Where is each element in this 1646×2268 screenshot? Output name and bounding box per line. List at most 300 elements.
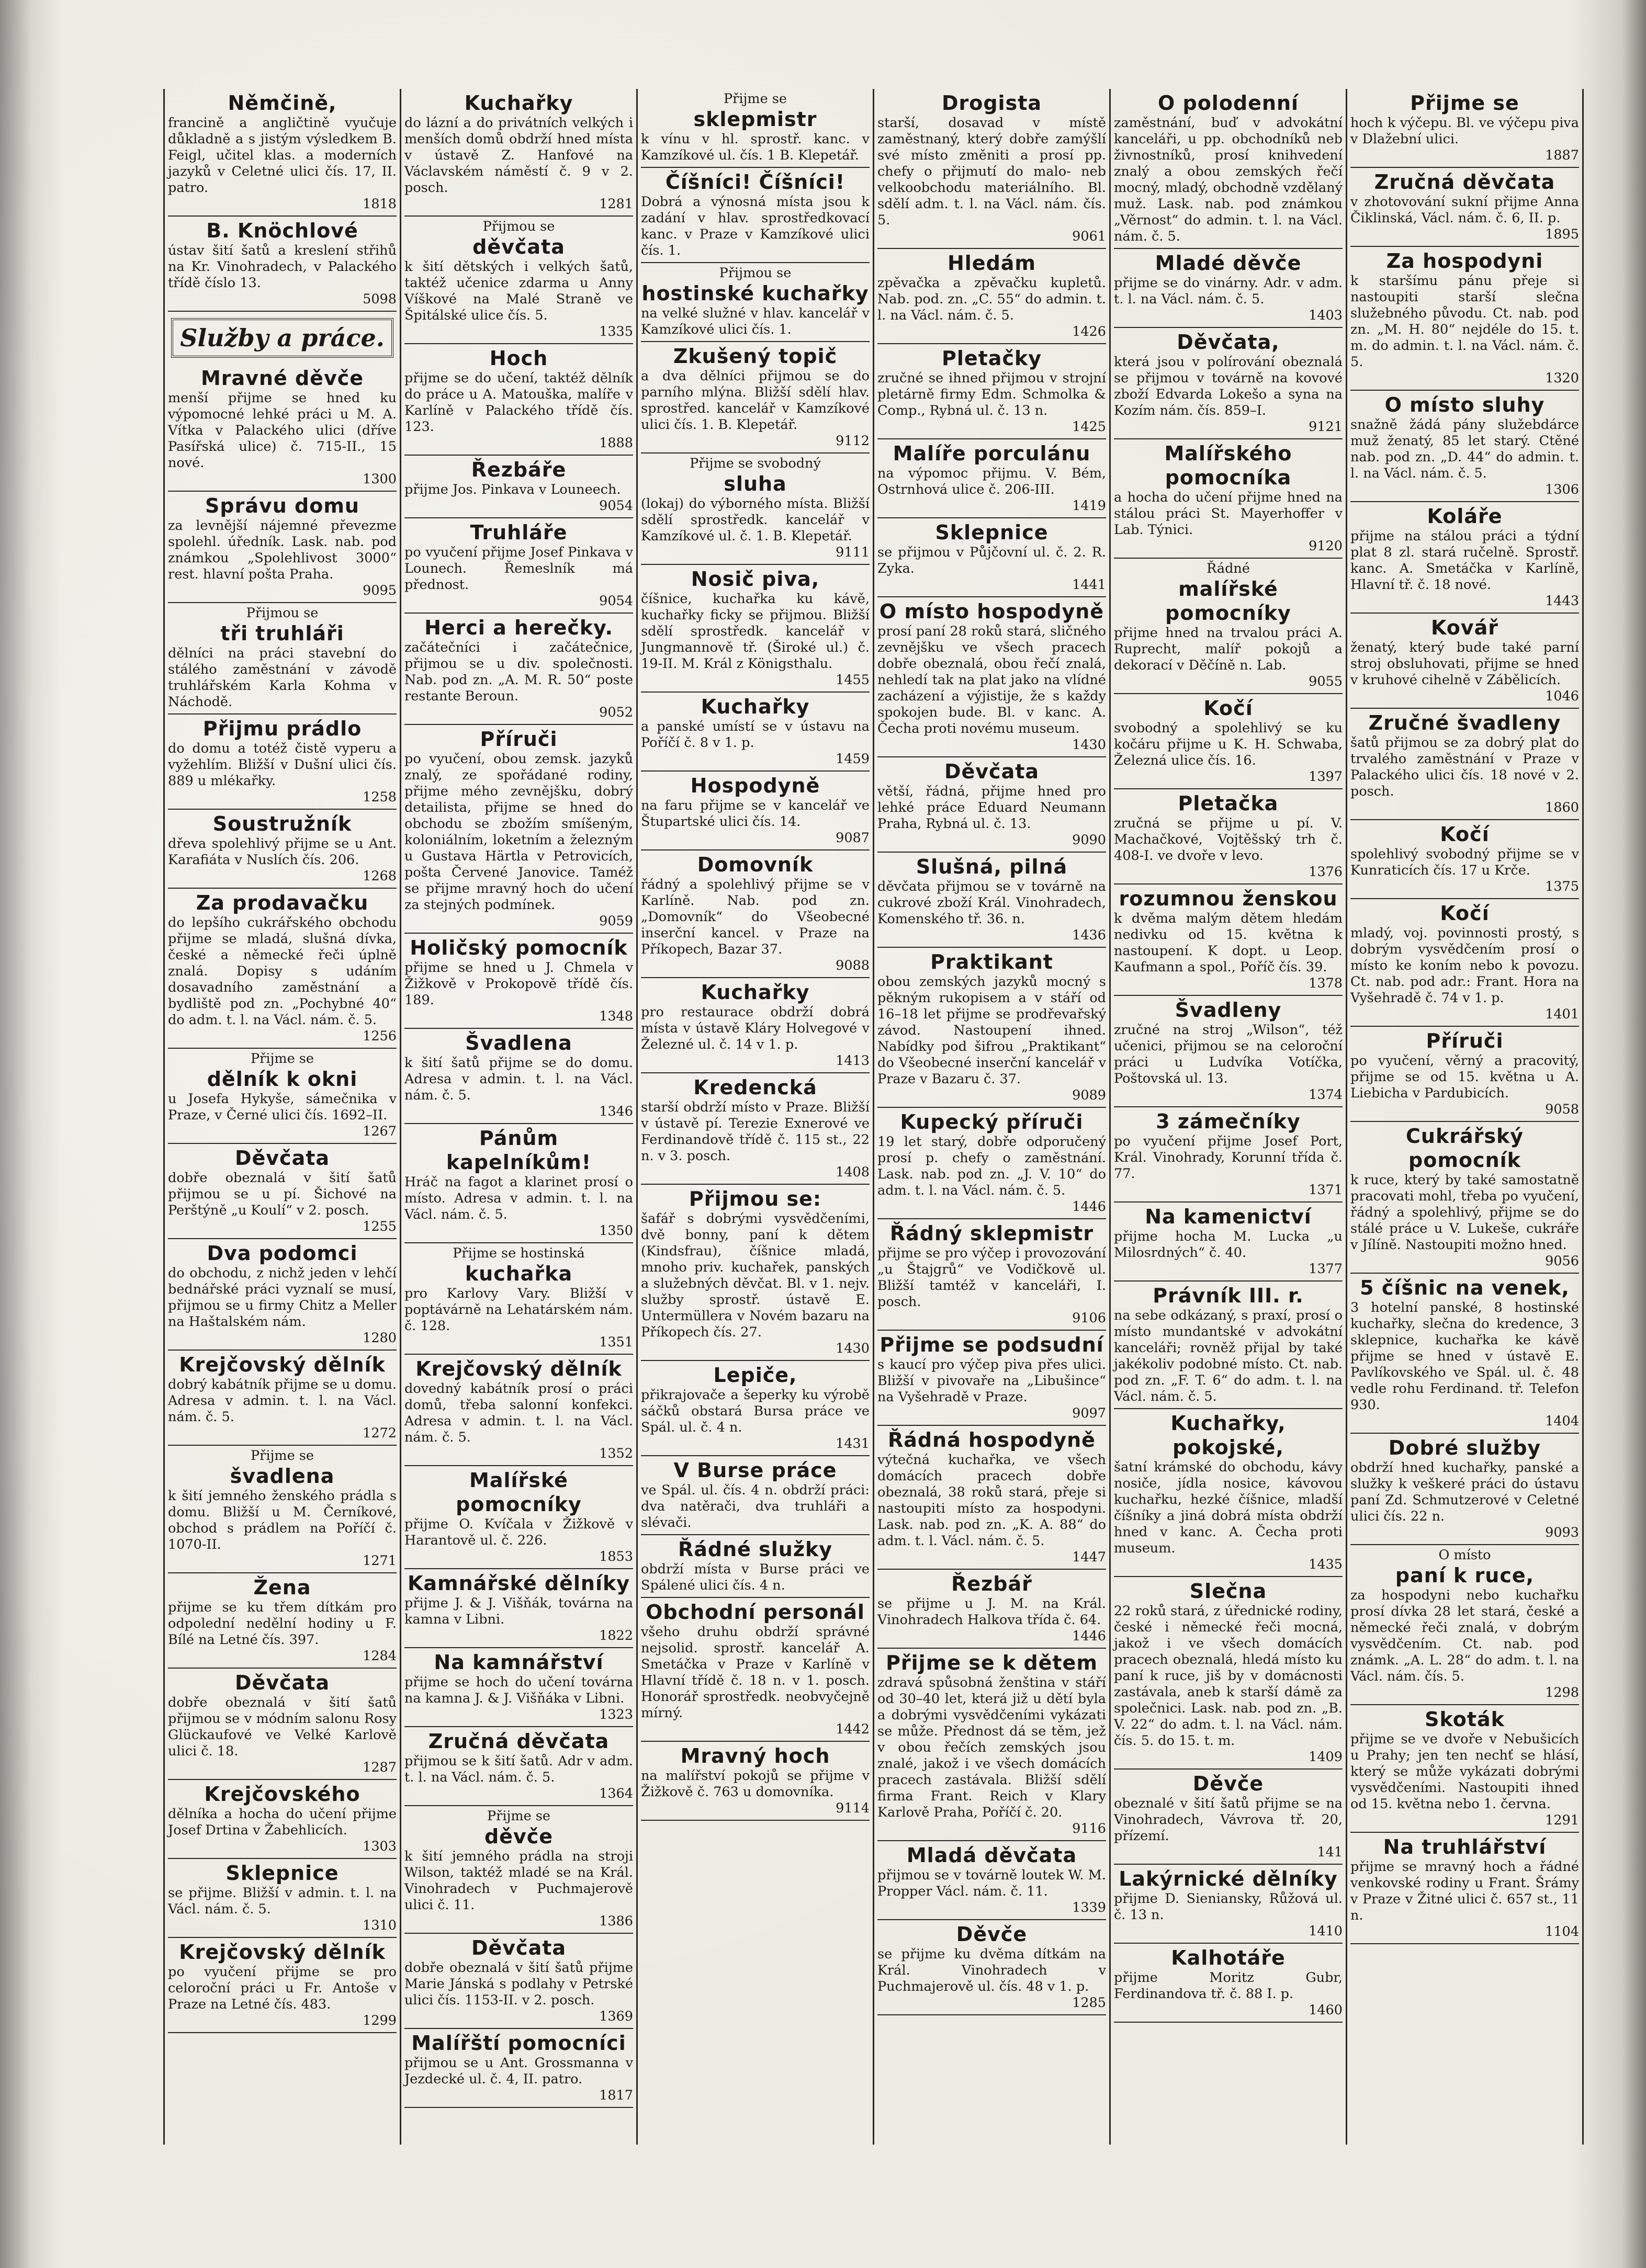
classified-ad [877, 1426, 1106, 1570]
ad-number: 9087 [836, 830, 870, 846]
ad-number: 1409 [1309, 1749, 1343, 1765]
ad-text: přijme Moritz Gubr, Ferdinandova tř. č. 88 I. p. [1114, 1970, 1343, 2002]
classified-ad [877, 1570, 1106, 1649]
ad-text: přijmou se v továrně loutek W. M. Propper Václ. nám. č. 11. [877, 1867, 1106, 1899]
ad-heading: Přijmou se: [689, 1187, 822, 1210]
ad-number: 1323 [599, 1707, 633, 1722]
classified-ad [168, 1351, 397, 1446]
classified-ad [168, 1669, 397, 1780]
ad-number: 1426 [1072, 324, 1106, 339]
ad-heading: Přijme se k dětem [886, 1651, 1098, 1674]
ad-heading: rozumnou ženskou [1119, 887, 1338, 910]
ad-text: francině a angličtině vyučuje důkladně a s jistým výsledkem B. Feigl, učitel klas. a moderních jazyků v Celetné ulici čís. 17, II. patro. [168, 115, 397, 196]
ad-text: dobře obeznalá v šití šatů přijmou se v módním salonu Rosy Glückaufové ve Velké Karlově ulici č. 18. [168, 1695, 397, 1759]
ad-number: 1436 [1072, 927, 1106, 943]
classified-ad [168, 889, 397, 1049]
classified-ad [168, 1573, 397, 1669]
ad-number: 1455 [836, 672, 870, 688]
ad-heading: Kočí [1440, 902, 1490, 925]
ad-number: 1895 [1545, 226, 1579, 242]
ad-number: 9095 [363, 583, 397, 598]
ad-text: větší, řádná, přijme hned pro lehké práce Eduard Neumann Praha, Rybná ul. č. 13. [877, 784, 1106, 832]
ad-heading: Na kamenictví [1145, 1205, 1312, 1228]
ad-number: 1303 [363, 1839, 397, 1854]
ad-heading: Zkušený topič [673, 345, 838, 368]
classified-ad [1114, 559, 1343, 694]
ad-text: pro Karlovy Vary. Bližší v poptávárně na Lehatárském nám. č. 128. [404, 1286, 633, 1334]
ad-heading: Děvčata [471, 1936, 567, 1959]
ad-heading: Řezbáře [471, 458, 567, 481]
ad-number: 9090 [1072, 832, 1106, 848]
ad-heading: Kalhotáře [1171, 1946, 1286, 1969]
classified-ad [641, 1598, 870, 1742]
ad-preheading: Přijme se svobodný [690, 456, 821, 471]
ad-number: 1271 [363, 1553, 397, 1569]
ad-text: obdrží hned kuchařky, panské a služky k veškeré práci do ústavu paní Zd. Schmutzerové v Celetné ulici čís. 22 n. [1350, 1460, 1579, 1524]
ad-number: 9093 [1545, 1525, 1579, 1540]
classified-ad [1114, 694, 1343, 789]
ad-heading: Pletačky [941, 347, 1042, 370]
ad-text: k staršímu pánu přeje si nastoupiti starší slečna služebného původu. Ct. nab. pod zn. „M. H. 80“ nejdéle do 15. t. m. do admin. t. l. na Václ. nám. č. 5. [1350, 273, 1579, 370]
ad-number: 1291 [1545, 1812, 1579, 1828]
ad-heading: Holičský pomocník [410, 936, 628, 959]
ad-heading: Přijme se podsudní [880, 1333, 1104, 1356]
ad-heading: Přijme se [1410, 92, 1519, 115]
classified-ad [641, 565, 870, 693]
ad-heading: Na kamnářství [434, 1651, 604, 1674]
ad-text: ústav šití šatů a kreslení střihů na Kr. Vinohradech, v Palackého třídě číslo 13. [168, 243, 397, 291]
ad-number: 1306 [1545, 482, 1579, 497]
ad-number: 9056 [1545, 1253, 1579, 1269]
ad-number: 1258 [363, 789, 397, 805]
ad-text: přijme Jos. Pinkava v Louneech. [404, 482, 621, 497]
ad-heading: tři truhláři [220, 622, 344, 645]
ad-number: 1346 [599, 1104, 633, 1119]
ad-number: 1435 [1309, 1557, 1343, 1572]
ad-heading: Sklepnice [935, 521, 1049, 544]
ad-heading: děvčata [472, 235, 565, 258]
ad-text: na faru přijme se v kancelář ve Štupartské ulici čís. 14. [641, 798, 870, 830]
ad-heading: Kuchařky [701, 695, 810, 718]
classified-ad [404, 1569, 633, 1648]
ad-text: přijme na stálou práci a týdní plat 8 zl. stará ručelně. Sprostř. kanc. A. Smetáčka v Karlíně, Hlavní tř. č. 18 nové. [1350, 528, 1579, 593]
classified-ad [1114, 1577, 1343, 1770]
ad-text: dělníci na práci stavební do stálého zaměstnání v závodě truhlářském Karla Kohma v Náchodě. [168, 645, 397, 710]
classified-ad [877, 1108, 1106, 1219]
classified-ad [1350, 614, 1579, 709]
ad-number: 1046 [1545, 688, 1579, 704]
ad-heading: Pánům kapelníkům! [446, 1127, 592, 1174]
ad-preheading: Přijme se [251, 1448, 314, 1464]
ad-text: menší přijme se hned ku výpomocné lehké práci u M. A. Vítka v Palackého ulici (dříve Pasířská ulice) č. 715-II., 15 nové. [168, 390, 397, 471]
ad-text: na výpomoc přijmu. V. Bém, Ostrnhová ulice č. 206-III. [877, 466, 1106, 497]
ad-number: 1446 [1072, 1628, 1106, 1644]
classified-ad [1350, 247, 1579, 391]
classified-ad [641, 772, 870, 850]
ad-text: přijme se do vinárny. Adr. v adm. t. l. na Václ. nám. č. 5. [1114, 275, 1343, 307]
ad-preheading: Přijme se [251, 1051, 314, 1067]
ad-text: prosí paní 28 roků stará, sličného zevnějšku ve všech pracech dobře obeznalá, obou řečí znalá, nehledí tak na plat jako na vlídné zacházení a výjistije, že s každy spokojen bude. Bl. v kanc. A. Čecha proti novému museum. [877, 623, 1106, 736]
ad-heading: Kuchařky, pokojské, [1170, 1412, 1286, 1459]
ad-text: a hocha do učení přijme hned na stálou práci St. Mayerhoffer v Lab. Týnici. [1114, 490, 1343, 538]
ad-heading: Krejčovský dělník [415, 1357, 622, 1380]
ad-text: spolehlivý svobodný přijme se v Kunraticích čís. 17 u Krče. [1350, 846, 1579, 878]
ad-number: 1822 [599, 1628, 633, 1643]
ad-text: se přijme ku dvěma dítkám na Král. Vinohradech v Puchmajerově ul. čís. 48 v 1. p. [877, 1946, 1106, 1994]
ad-number: 1256 [363, 1028, 397, 1044]
ad-text: šatní krámské do obchodu, kávy nosiče, jídla nosice, kávovou kuchařku, hezké číšnice, mladší číšníky a jiná dobrá místa obdrží hned v kanc. A. Čecha proti museum. [1114, 1459, 1343, 1556]
column-2 [401, 89, 638, 2145]
classified-ad [877, 249, 1106, 344]
ad-number: 9120 [1309, 538, 1343, 554]
classified-ad [641, 89, 870, 168]
classified-ad [877, 948, 1106, 1108]
ad-heading: Němčině, [228, 92, 337, 115]
ad-heading: Kuchařky [701, 981, 810, 1004]
ad-number: 1287 [363, 1760, 397, 1775]
ad-number: 1430 [1072, 737, 1106, 753]
ad-number: 9111 [836, 545, 870, 560]
ad-number: 1378 [1309, 976, 1343, 991]
classified-ad [168, 1144, 397, 1239]
ad-text: začátečníci i začátečnice, přijmou se u div. společnosti. Nab. pod zn. „A. M. R. 50“ poste restante Beroun. [404, 640, 633, 704]
ad-number: 1298 [1545, 1685, 1579, 1700]
ad-heading: Drogista [941, 92, 1042, 115]
ad-number: 1413 [836, 1053, 870, 1069]
ad-heading: Na truhlářství [1383, 1835, 1547, 1858]
ad-text: snažně žádá pány služebdárce muž ženatý, 85 let starý. Ctěné nab. pod zn. „D. 44“ do admin. t. l. na Václ. nám. č. 5. [1350, 417, 1579, 481]
classified-ad [404, 1124, 633, 1243]
ad-text: šatů přijmou se za dobrý plat do trvalého zaměstnání v Praze v Palackého ulici čís. 18 nové v 2. posch. [1350, 735, 1579, 799]
ad-heading: Švadleny [1175, 999, 1282, 1022]
classified-ad [168, 364, 397, 492]
classified-ad [641, 1185, 870, 1361]
classified-ad [404, 2029, 633, 2108]
ad-heading: Krejčovského [204, 1783, 360, 1806]
ad-number: 1403 [1309, 308, 1343, 323]
ad-text: s kaucí pro výčep piva přes ulici. Bližší v pivovaře na „Libušince“ na Vyšehradě v Praze. [877, 1357, 1106, 1405]
ad-text: 3 hotelní panské, 8 hostinské kuchařky, slečna do kredence, 3 sklepnice, kuchařka ke kávě přijme se hned v ústavě E. Pavlíkovského ve Spál. ul. č. 48 vedle rohu Ferdinand. tř. Telefon 930. [1350, 1300, 1579, 1413]
ad-preheading: Přijmou se [246, 605, 319, 621]
column-4 [874, 89, 1111, 2145]
ad-number: 9061 [1072, 229, 1106, 244]
ad-heading: Za prodavačku [196, 891, 369, 914]
classified-ad [404, 934, 633, 1029]
ad-heading: V Burse práce [673, 1459, 837, 1482]
classified-ad [168, 89, 397, 217]
classified-ad [641, 978, 870, 1073]
ad-number: 1281 [599, 196, 633, 212]
ad-text: k šití dětských i velkých šatů, taktéž učenice zdarma u Anny Víškové na Malé Straně ve Špitálské ulice čís. 5. [404, 259, 633, 323]
ad-text: na sebe odkázaný, s praxí, prosí o místo mundantské v advokátní kanceláři; rovněž přijal by také jakékoliv podobné místo. Ct. nab. pod zn. „F. T. 6“ do adm. t. l. na Václ. nám. č. 5. [1114, 1308, 1343, 1404]
ad-number: 1425 [1072, 419, 1106, 435]
ad-text: po vyučení přijme Josef Port, Král. Vinohrady, Korunní třída č. 77. [1114, 1133, 1343, 1182]
ad-text: číšnice, kuchařka ku kávě, kuchařky ficky se přijmou. Bližší sdělí sprostředk. kancelář v Jungmannově tř. (Široké ul.) č. 19-II. M. Král z Königsthalu. [641, 591, 870, 672]
ad-text: a panské umístí se v ústavu na Poříčí č. 8 v 1. p. [641, 719, 870, 751]
ad-heading: Přijmu prádlo [202, 717, 362, 740]
ad-heading: malířské pomocníky [1165, 577, 1291, 625]
ad-heading: švadlena [230, 1465, 335, 1488]
ad-text: přikrajovače a šeperky ku výrobě sáčků obstará Bursa práce ve Spál. ul. č. 4 n. [641, 1387, 870, 1435]
column-6 [1347, 89, 1584, 2145]
ad-text: do obchodu, z nichž jeden v lehčí bednářské práci vyznalí se musí, přijmou se u firmy Chitz a Meller na Haštalském nám. [168, 1265, 397, 1330]
ad-heading: Malíře porculánu [893, 442, 1091, 465]
ad-heading: Dobré služby [1388, 1436, 1541, 1459]
ad-number: 1255 [363, 1219, 397, 1234]
ad-number: 1818 [363, 196, 397, 212]
ad-heading: Kočí [1440, 823, 1490, 846]
ad-text: všeho druhu obdrží správné nejsolid. sprostř. kancelář A. Smetáčka v Praze v Karlíně v Hlavní třídě č. 18 n. v 1. posch. Honorář sprostředk. neobvyčejně mírný. [641, 1624, 870, 1721]
classified-ad [877, 1219, 1106, 1331]
ad-text: 19 let starý, dobře odporučený prosí p. chefy o zaměstnání. Lask. nab. pod zn. „J. V. 10“ do adm. t. l. na Václ. nám. č. 5. [877, 1134, 1106, 1198]
classified-ad [641, 1535, 870, 1598]
classified-ad [404, 1243, 633, 1355]
ad-number: 1285 [1072, 1995, 1106, 2011]
ad-number: 1443 [1545, 593, 1579, 609]
classified-ad [1350, 89, 1579, 168]
ad-heading: Děvčata [234, 1671, 330, 1694]
ad-preheading: Přijmou se [719, 265, 792, 281]
ad-number: 1408 [836, 1164, 870, 1180]
classified-ad [1350, 502, 1579, 614]
ad-text: Dobrá a výnosná místa jsou k zadání v hlav. sprostředkovací kanc. v Praze v Kamzíkové ulici čís. 1. [641, 194, 870, 258]
ad-text: se přijmou v Půjčovní ul. č. 2. R. Zyka. [877, 545, 1106, 576]
ad-heading: Právník III. r. [1153, 1284, 1304, 1307]
classified-ad [1114, 1107, 1343, 1203]
classified-ad [641, 1456, 870, 1535]
ad-heading: Nosič piva, [691, 568, 820, 591]
ad-text: po vyučení, věrný a pracovitý, přijme se od 15. května u A. Liebicha v Pardubicích. [1350, 1053, 1579, 1101]
ad-heading: kuchařka [465, 1262, 573, 1285]
ad-heading: Kupecký příruči [900, 1110, 1084, 1133]
ad-text: obou zemských jazyků mocný s pěkným rukopisem a v stáří od 16–18 let přijme se prodřevařský závod. Nastoupení ihned. Nabídky pod šifrou „Praktikant“ do Všeobecné inserční kancelář v Praze v Bazaru č. 37. [877, 974, 1106, 1087]
ad-heading: Řádný sklepmistr [889, 1222, 1094, 1245]
ad-text: přijme se mravný hoch a řádné venkovské rodiny u Frant. Šrámy v Praze v Žitné ulici č. 657 st., 11 n. [1350, 1859, 1579, 1923]
ad-heading: Řezbář [951, 1572, 1032, 1595]
ad-heading: Kredencká [693, 1076, 817, 1099]
ad-heading: O místo sluhy [1384, 393, 1545, 416]
ad-heading: Švadlena [465, 1031, 572, 1054]
ad-number: 1442 [836, 1721, 870, 1737]
ad-preheading: Přijmou se [482, 219, 555, 234]
ad-text: dobře obeznalá v šití šatů přijme Marie Jánská s podlahy v Petrské ulici čís. 1153-II. v 2. posch. [404, 1960, 633, 2008]
classified-ad [1114, 884, 1343, 996]
ad-heading: Malířského pomocníka [1164, 442, 1292, 489]
ad-number: 9054 [599, 593, 633, 609]
ad-text: děvčata přijmou se v továrně na cukrové zboží Král. Vinohradech, Komenského tř. 36. n. [877, 879, 1106, 927]
ad-heading: Slušná, pilná [916, 855, 1068, 878]
classified-ad [877, 344, 1106, 439]
ad-text: přijme J. & J. Višňák, továrna na kamna v Libni. [404, 1595, 633, 1627]
ad-number: 1447 [1072, 1549, 1106, 1565]
ad-number: 1446 [1072, 1199, 1106, 1215]
ad-heading: Hoch [489, 347, 548, 370]
classified-ad [1350, 1027, 1579, 1122]
ad-text: (lokaj) do výborného místa. Bližší sdělí sprostředk. kancelář v Kamzíkové ul. č. 1. B. Klepetář. [641, 496, 870, 544]
classified-ad [877, 439, 1106, 518]
ad-text: dobrý kabátník přijme se u domu. Adresa v admin. t. l. na Václ. nám. č. 5. [168, 1377, 397, 1425]
ad-text: zaměstnání, buď v advokátní kanceláři, u pp. obchodníků neb živnostníků, prosí knihvedení znalý a obou zemských řečí mocný, mladý, obchodně vzdělaný muž. Lask. nab. pod známkou „Věrnost“ do admin. t. l. na Václ. nám. č. 5. [1114, 115, 1343, 244]
ad-heading: Koláře [1427, 505, 1503, 528]
classified-ad [641, 693, 870, 772]
ad-text: k dvěma malým dětem hledám nedivku od 15. května k nastoupení. K dopt. u Leop. Kaufmann a spol., Poříč čís. 39. [1114, 911, 1343, 975]
classified-ad [404, 1466, 633, 1569]
classified-ad [1114, 89, 1343, 249]
ad-number: 1339 [1072, 1900, 1106, 1915]
ad-number: 1335 [599, 324, 633, 339]
ad-heading: Praktikant [930, 950, 1053, 973]
ad-text: přijme O. Kvíčala v Žižkově v Harantově ul. č. 226. [404, 1516, 633, 1548]
ad-heading: Děvče [956, 1923, 1028, 1946]
classified-ad [168, 217, 397, 312]
ad-number: 1441 [1072, 577, 1106, 593]
ad-text: přijme hocha M. Lucka „u Milosrdných“ č. 40. [1114, 1229, 1343, 1261]
classified-ad [168, 1049, 397, 1144]
classified-ad [404, 518, 633, 614]
ad-heading: Zručné švadleny [1368, 711, 1561, 734]
ad-number: 9059 [599, 913, 633, 929]
ad-number: 1397 [1309, 769, 1343, 785]
ad-heading: Příruči [480, 728, 558, 751]
ad-heading: Cukrářský pomocník [1406, 1125, 1524, 1172]
ad-text: zručné se ihned přijmou v strojní pletárně firmy Edm. Schmolka & Comp., Rybná ul. č. 13 n. [877, 370, 1106, 418]
ad-heading: Krejčovský dělník [179, 1941, 386, 1964]
classified-ad [877, 597, 1106, 757]
classified-ad [641, 342, 870, 453]
classified-ad [877, 1920, 1106, 2015]
classified-ad [168, 1938, 397, 2033]
ad-number: 9112 [836, 433, 870, 449]
ad-number: 1371 [1309, 1182, 1343, 1198]
classified-ad [641, 168, 870, 263]
ad-text: Hráč na fagot a klarinet prosí o místo. Adresa v admin. t. l. na Václ. nám. č. 5. [404, 1174, 633, 1222]
ad-number: 1351 [599, 1334, 633, 1350]
ad-heading: Mladé děvče [1155, 252, 1302, 275]
ad-heading: Domovník [697, 853, 814, 876]
ad-number: 1320 [1545, 370, 1579, 386]
ad-preheading: Přijme se [487, 1808, 550, 1824]
classified-ad [1350, 820, 1579, 899]
classified-ad [404, 1355, 633, 1466]
ad-number: 1310 [363, 1918, 397, 1933]
ad-heading: dělník k okni [207, 1068, 358, 1091]
ad-text: se přijme. Bližší v admin. t. l. na Václ. nám. č. 5. [168, 1885, 397, 1917]
classified-ad [404, 456, 633, 518]
ad-heading: 5 číšnic na venek, [1360, 1276, 1570, 1299]
ad-number: 1887 [1545, 148, 1579, 163]
ad-heading: paní k ruce, [1395, 1564, 1535, 1587]
classified-ad [877, 1649, 1106, 1841]
ad-text: na velké služné v hlav. kancelář v Kamzíkové ulici čís. 1. [641, 305, 870, 337]
ad-text: k šití šatů přijme se do domu. Adresa v admin. t. l. na Václ. nám. č. 5. [404, 1055, 633, 1103]
ad-heading: O místo hospodyně [879, 600, 1104, 623]
ad-heading: Hledám [947, 252, 1036, 275]
ad-text: za hospodyni nebo kuchařku prosí dívka 28 let stará, české a německé řeči znalá, v dobrým vysvědčením. Ct. nab. pod známk. „A. L. 28“ do adm. t. l. na Václ. nám. čís. 5. [1350, 1587, 1579, 1684]
classified-ad [404, 1727, 633, 1806]
ad-heading: Kamnářské dělníky [407, 1572, 630, 1595]
classified-ad [641, 1073, 870, 1185]
ad-number: 9058 [1545, 1102, 1579, 1117]
ad-heading: Kovář [1430, 616, 1499, 639]
ad-number: 1430 [836, 1341, 870, 1356]
ad-text: přijmou se k šití šatů. Adr v adm. t. l. na Václ. nám. č. 5. [404, 1753, 633, 1785]
classified-ad [1114, 439, 1343, 559]
ad-heading: Číšníci! Číšníci! [665, 171, 845, 194]
ad-text: zpěvačka a zpěvačku kupletů. Nab. pod. zn. „C. 55“ do admin. t. l. na Václ. nám. č. 5. [877, 275, 1106, 323]
ad-number: 1299 [363, 2013, 397, 2028]
classified-ad [877, 1841, 1106, 1920]
classified-ad [641, 850, 870, 978]
ad-heading: Skoták [1425, 1708, 1505, 1731]
ad-text: v zhotovování sukní přijme Anna Čiklinská, Václ. nám. č. 6, II. p. [1350, 194, 1579, 226]
ad-text: k ruce, který by také samostatně pracovati mohl, třeba po vyučení, řádný a spolehlivý, přijme se do stálé práce u V. Lukeše, cukráře v Jílíně. Nastoupiti možno hned. [1350, 1172, 1579, 1253]
ad-number: 1352 [599, 1446, 633, 1461]
ad-preheading: O místo [1438, 1547, 1491, 1563]
classified-ad [168, 1239, 397, 1351]
ad-number: 1431 [836, 1436, 870, 1451]
ad-heading: Mravné děvče [200, 367, 364, 390]
classified-ad [1350, 709, 1579, 820]
ad-heading: Děvče [1192, 1772, 1264, 1795]
ad-text: do lepšího cukrářského obchodu přijme se mladá, slušná dívka, české a německé řeči úplně znalá. Dopisy s udáním dosavadního zaměstnání a bydliště pod zn. „Pochybné 40“ do adm. t. l. na Václ. nám. č. 5. [168, 915, 397, 1028]
ad-number: 9106 [1072, 1310, 1106, 1326]
ad-text: za levnější nájemné převezme spolehl. úředník. Lask. nab. pod známkou „Spolehlivost 3000“ rest. hlavní pošta Praha. [168, 518, 397, 582]
ad-text: po vyučení, obou zemsk. jazyků znalý, ze spořádané rodiny, přijme mého zevnějšku, dobrý detailista, přijme se hned do obchodu se zbožím smíšeným, koloniálním, loketním a železným u Gustava Härtla v Petrovicích, pošta Červené Janovice. Taméž se přijme mravný hoch do učení za stejných podmínek. [404, 751, 633, 913]
classified-ad [404, 1934, 633, 2029]
ad-text: dovedný kabátník prosí o práci domů, třeba salonní konfekci. Adresa v admin. t. l. na Václ. nám. č. 5. [404, 1381, 633, 1445]
ad-heading: Kočí [1203, 697, 1253, 720]
ad-text: přijme se do učení, taktéž dělník do práce u A. Matouška, malíře v Karlíně v Palackého třídě čís. 123. [404, 370, 633, 435]
classified-ad [1350, 1705, 1579, 1833]
classified-ad [168, 810, 397, 889]
classified-ad [1350, 1274, 1579, 1434]
column-3 [638, 89, 874, 2145]
ad-heading: Dva podomci [207, 1242, 358, 1265]
ad-number: 1460 [1309, 2002, 1343, 2018]
classified-ad [404, 1806, 633, 1934]
ad-text: přijme D. Sieniansky, Růžová ul. č. 13 n. [1114, 1891, 1343, 1923]
ad-text: která jsou v polírování obeznalá se přijmou v továrně na kovové zboží Edvarda Lokešo a syna na Kozím nám. čís. 859–I. [1114, 354, 1343, 418]
ad-heading: Lepiče, [713, 1364, 797, 1387]
ad-number: 141 [1317, 1844, 1343, 1860]
ad-number: 1350 [599, 1223, 633, 1239]
ad-text: ve Spál. ul. čís. 4 n. obdrží práci: dva natěrači, dva truhláři a slévači. [641, 1482, 870, 1530]
ad-text: přijme hned na trvalou práci A. Ruprecht, malíř pokojů a dekorací v Děčíně n. Lab. [1114, 625, 1343, 673]
ad-text: pro restaurace obdrží dobrá místa v ústavě Kláry Holvegové v Železné ul. č. 14 v 1. p. [641, 1004, 870, 1052]
classified-ad [877, 1331, 1106, 1426]
classified-ad [1350, 899, 1579, 1027]
classified-ad [1114, 789, 1343, 884]
ad-heading: Soustružník [212, 812, 352, 835]
ad-number: 1348 [599, 1008, 633, 1024]
ad-heading: B. Knöchlové [206, 219, 358, 242]
ad-text: u Josefa Hykyše, sámečnika v Praze, v Černé ulici čís. 1692–II. [168, 1091, 397, 1123]
ad-text: zručná se přijme u pí. V. Machačkové, Vojtěšský trh č. 408-I. ve dvoře v levo. [1114, 815, 1343, 864]
ad-number: 1272 [363, 1425, 397, 1441]
ad-number: 1888 [599, 435, 633, 451]
ad-text: přijme se ve dvoře v Nebušicích u Prahy; jen ten nechť se hlásí, který se může vykázati dobrými vysvědčeními. Nastoupiti ihned od 15. května nebo 1. června. [1350, 1731, 1579, 1812]
ad-heading: Slečna [1189, 1580, 1267, 1603]
ad-number: 9114 [836, 1800, 870, 1816]
classified-ad [641, 1361, 870, 1456]
classified-ad [168, 1859, 397, 1938]
classified-ad [1350, 1434, 1579, 1545]
ad-heading: Zručná děvčata [1374, 171, 1555, 194]
ad-text: dělníka a hocha do učení přijme Josef Drtina v Žabehlicích. [168, 1806, 397, 1838]
classified-ad [1114, 1203, 1343, 1282]
ad-number: 9121 [1309, 419, 1343, 435]
ad-text: k šití jemného prádla na stroji Wilson, taktéž mladé se na Král. Vinohradech v Puchmajerově ulici č. 11. [404, 1849, 633, 1913]
